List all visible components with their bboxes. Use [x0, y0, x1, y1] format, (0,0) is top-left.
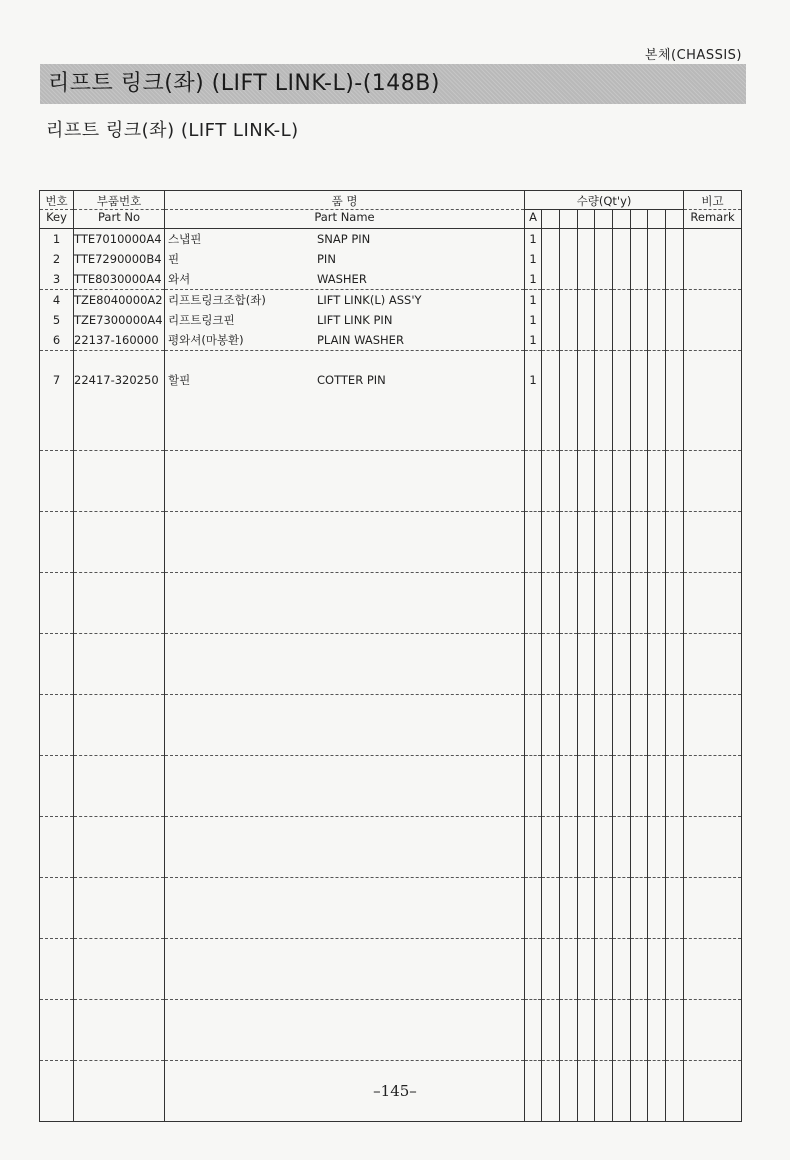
row-part-no: TTE8030000A4 — [74, 269, 165, 290]
empty-row — [40, 817, 742, 878]
header-part-name-eng: Part Name — [165, 210, 525, 229]
row-key: 1 — [40, 229, 74, 250]
row-name-eng: COTTER PIN — [317, 373, 386, 387]
header-qty-kor: 수량(Qt'y) — [525, 191, 684, 210]
header-key-kor: 번호 — [40, 191, 74, 210]
parts-table — [39, 190, 742, 1122]
header-row-english — [40, 210, 742, 229]
row-key: 7 — [40, 370, 74, 390]
row-part-name — [165, 269, 525, 290]
table-row — [40, 290, 742, 311]
row-qty: 1 — [525, 310, 542, 330]
empty-row — [40, 695, 742, 756]
row-key: 3 — [40, 269, 74, 290]
page-subtitle: 리프트 링크(좌) (LIFT LINK-L) — [46, 120, 299, 141]
row-qty: 1 — [525, 370, 542, 390]
table-row — [40, 330, 742, 351]
row-part-name — [165, 290, 525, 311]
row-part-name — [165, 249, 525, 269]
empty-row — [40, 634, 742, 695]
row-name-eng: LIFT LINK(L) ASS'Y — [317, 293, 422, 307]
header-part-name-kor: 품 명 — [165, 191, 525, 210]
row-part-name — [165, 330, 525, 351]
table-row — [40, 229, 742, 250]
row-key: 5 — [40, 310, 74, 330]
empty-row — [40, 512, 742, 573]
row-key: 6 — [40, 330, 74, 351]
empty-row — [40, 878, 742, 939]
row-part-name — [165, 310, 525, 330]
row-name-kor: 평와셔(마봉환) — [168, 333, 244, 347]
row-qty: 1 — [525, 249, 542, 269]
row-qty: 1 — [525, 269, 542, 290]
empty-row — [40, 451, 742, 512]
row-name-kor: 할핀 — [168, 373, 191, 387]
table-row — [40, 310, 742, 330]
header-part-no-eng: Part No — [74, 210, 165, 229]
row-name-kor: 와셔 — [168, 272, 191, 286]
row-name-kor: 리프트링크조합(좌) — [168, 293, 266, 307]
title-banner: 리프트 링크(좌) (LIFT LINK-L)-(148B) — [40, 64, 746, 104]
row-name-kor: 리프트링크핀 — [168, 313, 235, 327]
row-part-no: 22137-160000 — [74, 330, 165, 351]
header-remark-eng: Remark — [684, 210, 742, 229]
row-name-eng: SNAP PIN — [317, 232, 371, 246]
row-part-no: TTE7010000A4 — [74, 229, 165, 250]
empty-row — [40, 939, 742, 1000]
row-part-name — [165, 229, 525, 250]
row-part-no: TZE7300000A4 — [74, 310, 165, 330]
empty-row — [40, 573, 742, 634]
row-part-no: TZE8040000A2 — [74, 290, 165, 311]
row-qty: 1 — [525, 330, 542, 351]
empty-row — [40, 1000, 742, 1061]
section-label: 본체(CHASSIS) — [644, 48, 742, 63]
row-name-kor: 스냅핀 — [168, 232, 202, 246]
row-name-kor: 핀 — [168, 252, 180, 266]
table-row — [40, 269, 742, 290]
row-name-eng: PIN — [317, 252, 336, 266]
page-number: –145– — [373, 1082, 417, 1100]
row-part-no: TTE7290000B4 — [74, 249, 165, 269]
row-name-eng: LIFT LINK PIN — [317, 313, 393, 327]
row-qty: 1 — [525, 229, 542, 250]
header-part-no-kor: 부품번호 — [74, 191, 165, 210]
row-qty: 1 — [525, 290, 542, 311]
row-key: 4 — [40, 290, 74, 311]
row-part-name — [165, 370, 525, 390]
row-name-eng: PLAIN WASHER — [317, 333, 404, 347]
empty-row — [40, 390, 742, 451]
row-key: 2 — [40, 249, 74, 269]
row-name-eng: WASHER — [317, 272, 367, 286]
table-row — [40, 370, 742, 390]
header-qty-a: A — [525, 210, 542, 229]
header-remark-kor: 비고 — [684, 191, 742, 210]
header-row-korean — [40, 191, 742, 210]
row-part-no: 22417-320250 — [74, 370, 165, 390]
header-key-eng: Key — [40, 210, 74, 229]
table-row — [40, 249, 742, 269]
spacer-row — [40, 351, 742, 371]
empty-row — [40, 756, 742, 817]
